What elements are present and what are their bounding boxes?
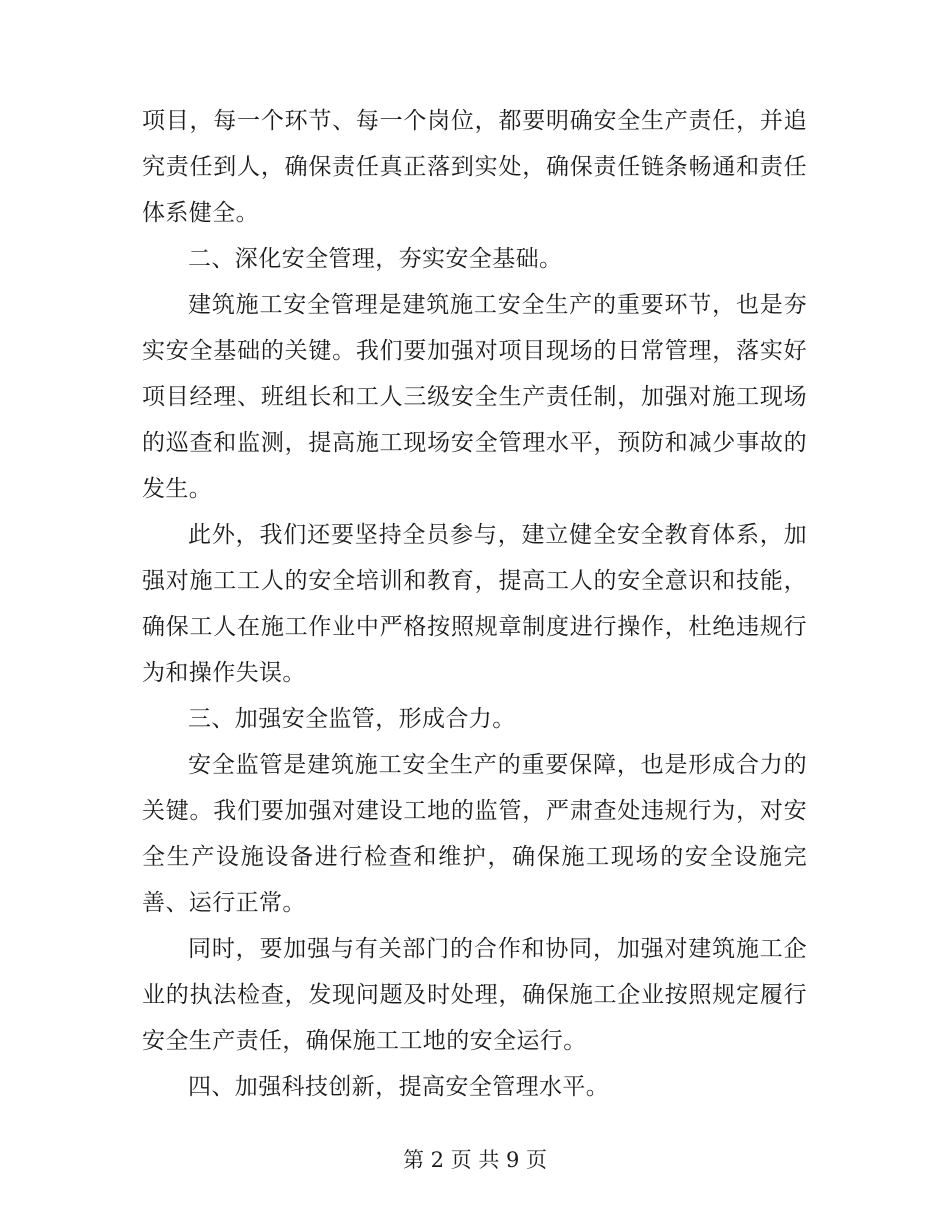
paragraph: 安全监管是建筑施工安全生产的重要保障，也是形成合力的关键。我们要加强对建设工地的监管，严肃查处违规行为，对安全生产设施设备进行检查和维护，确保施工现场的安全设施完善、运行正常。 [142,752,807,916]
section-heading-3: 三、加强安全监管，形成合力。 [188,706,516,732]
page-number-footer: 第 2 页 共 9 页 [402,1148,548,1172]
section-heading-2: 二、深化安全管理，夯实安全基础。 [188,246,563,272]
section-heading-4: 四、加强科技创新，提高安全管理水平。 [188,1074,610,1100]
paragraph: 此外，我们还要坚持全员参与，建立健全安全教育体系，加强对施工工人的安全培训和教育，提高工人的安全意识和技能，确保工人在施工作业中严格按照规章制度进行操作，杜绝违规行为和操作失误。 [142,522,807,686]
paragraph: 建筑施工安全管理是建筑施工安全生产的重要环节，也是夯实安全基础的关键。我们要加强对项目现场的日常管理，落实好项目经理、班组长和工人三级安全生产责任制，加强对施工现场的巡查和监测，提高施工现场安全管理水平，预防和减少事故的发生。 [142,292,807,502]
paragraph-continued: 项目，每一个环节、每一个岗位，都要明确安全生产责任，并追究责任到人，确保责任真正落到实处，确保责任链条畅通和责任体系健全。 [142,108,807,226]
document-body [142,98,807,1110]
paragraph: 同时，要加强与有关部门的合作和协同，加强对建筑施工企业的执法检查，发现问题及时处理，确保施工企业按照规定履行安全生产责任，确保施工工地的安全运行。 [142,936,807,1054]
